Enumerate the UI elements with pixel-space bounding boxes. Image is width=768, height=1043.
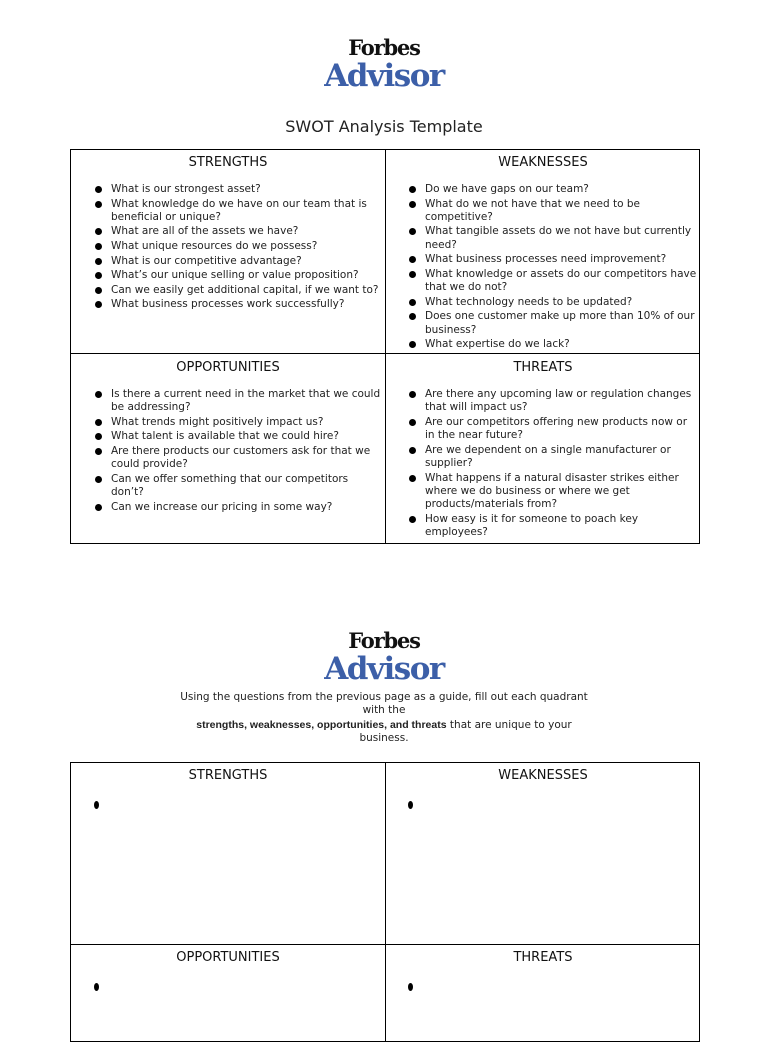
opportunities-list <box>93 388 383 515</box>
logo-forbes-text: Forbes <box>348 628 420 653</box>
opportunities-question: Can we increase our pricing in some way? <box>93 501 383 514</box>
instructions-tail: that are unique to your business. <box>359 719 572 744</box>
weaknesses-question: Does one customer make up more than 10% of our business? <box>407 310 698 337</box>
weaknesses-question: What expertise do we lack? <box>407 338 698 351</box>
weaknesses-question: What technology needs to be updated? <box>407 296 698 309</box>
weaknesses-question: What business processes need improvement? <box>407 253 698 266</box>
weaknesses-fill-quadrant[interactable] <box>386 763 700 944</box>
logo-advisor-text: Advisor <box>324 651 444 687</box>
opportunities-question: Is there a current need in the market that we could be addressing? <box>93 388 383 415</box>
logo-forbes-text: Forbes <box>348 35 420 60</box>
strengths-question: Can we easily get additional capital, if we want to? <box>93 284 383 297</box>
instructions-text <box>180 691 588 745</box>
threats-question: How easy is it for someone to poach key employees? <box>407 513 698 540</box>
page-title: SWOT Analysis Template <box>285 117 483 136</box>
strengths-question: What are all of the assets we have? <box>93 225 383 238</box>
opportunities-heading: OPPORTUNITIES <box>176 950 280 965</box>
weaknesses-list <box>407 183 698 353</box>
swot-fill-grid <box>70 762 700 1042</box>
opportunities-quadrant <box>71 354 385 544</box>
strengths-question: What’s our unique selling or value proposition? <box>93 269 383 282</box>
opportunities-heading: OPPORTUNITIES <box>176 360 280 375</box>
threats-question: Are we dependent on a single manufacturer or supplier? <box>407 444 698 471</box>
empty-bullet <box>94 983 99 991</box>
opportunities-question: What talent is available that we could hire? <box>93 430 383 443</box>
empty-bullet <box>408 801 413 809</box>
opportunities-question: Are there products our customers ask for that we could provide? <box>93 445 383 472</box>
strengths-question: What unique resources do we possess? <box>93 240 383 253</box>
threats-quadrant <box>386 354 700 544</box>
threats-fill-quadrant[interactable] <box>386 945 700 1043</box>
weaknesses-question: What knowledge or assets do our competitors have that we do not? <box>407 268 698 295</box>
strengths-list <box>93 183 383 313</box>
weaknesses-question: What do we not have that we need to be competitive? <box>407 198 698 225</box>
strengths-quadrant <box>71 150 385 353</box>
threats-question: What happens if a natural disaster strikes either where we do business or where we get products/materials from? <box>407 472 698 512</box>
threats-heading: THREATS <box>513 360 573 375</box>
swot-template-grid <box>70 149 700 544</box>
weaknesses-heading: WEAKNESSES <box>498 768 588 783</box>
strengths-question: What is our competitive advantage? <box>93 255 383 268</box>
empty-bullet <box>408 983 413 991</box>
strengths-heading: STRENGTHS <box>188 768 268 783</box>
strengths-heading: STRENGTHS <box>188 155 268 170</box>
strengths-question: What business processes work successfully? <box>93 298 383 311</box>
logo-advisor-text: Advisor <box>324 58 444 94</box>
forbes-advisor-logo <box>0 37 768 93</box>
threats-list <box>407 388 698 541</box>
weaknesses-heading: WEAKNESSES <box>498 155 588 170</box>
forbes-advisor-logo-page2 <box>0 630 768 686</box>
weaknesses-quadrant <box>386 150 700 353</box>
opportunities-question: What trends might positively impact us? <box>93 416 383 429</box>
opportunities-question: Can we offer something that our competitors don’t? <box>93 473 383 500</box>
opportunities-fill-quadrant[interactable] <box>71 945 385 1043</box>
threats-question: Are our competitors offering new products now or in the near future? <box>407 416 698 443</box>
weaknesses-question: What tangible assets do we not have but currently need? <box>407 225 698 252</box>
instructions-bold: strengths, weaknesses, opportunities, and threats <box>196 719 447 731</box>
empty-bullet <box>94 801 99 809</box>
threats-heading: THREATS <box>513 950 573 965</box>
instructions-line-1: Using the questions from the previous page as a guide, fill out each quadrant with the <box>180 691 588 716</box>
strengths-question: What knowledge do we have on our team that is beneficial or unique? <box>93 198 383 225</box>
strengths-question: What is our strongest asset? <box>93 183 383 196</box>
weaknesses-question: Do we have gaps on our team? <box>407 183 698 196</box>
strengths-fill-quadrant[interactable] <box>71 763 385 944</box>
threats-question: Are there any upcoming law or regulation changes that will impact us? <box>407 388 698 415</box>
instructions-line-2 <box>180 719 588 745</box>
